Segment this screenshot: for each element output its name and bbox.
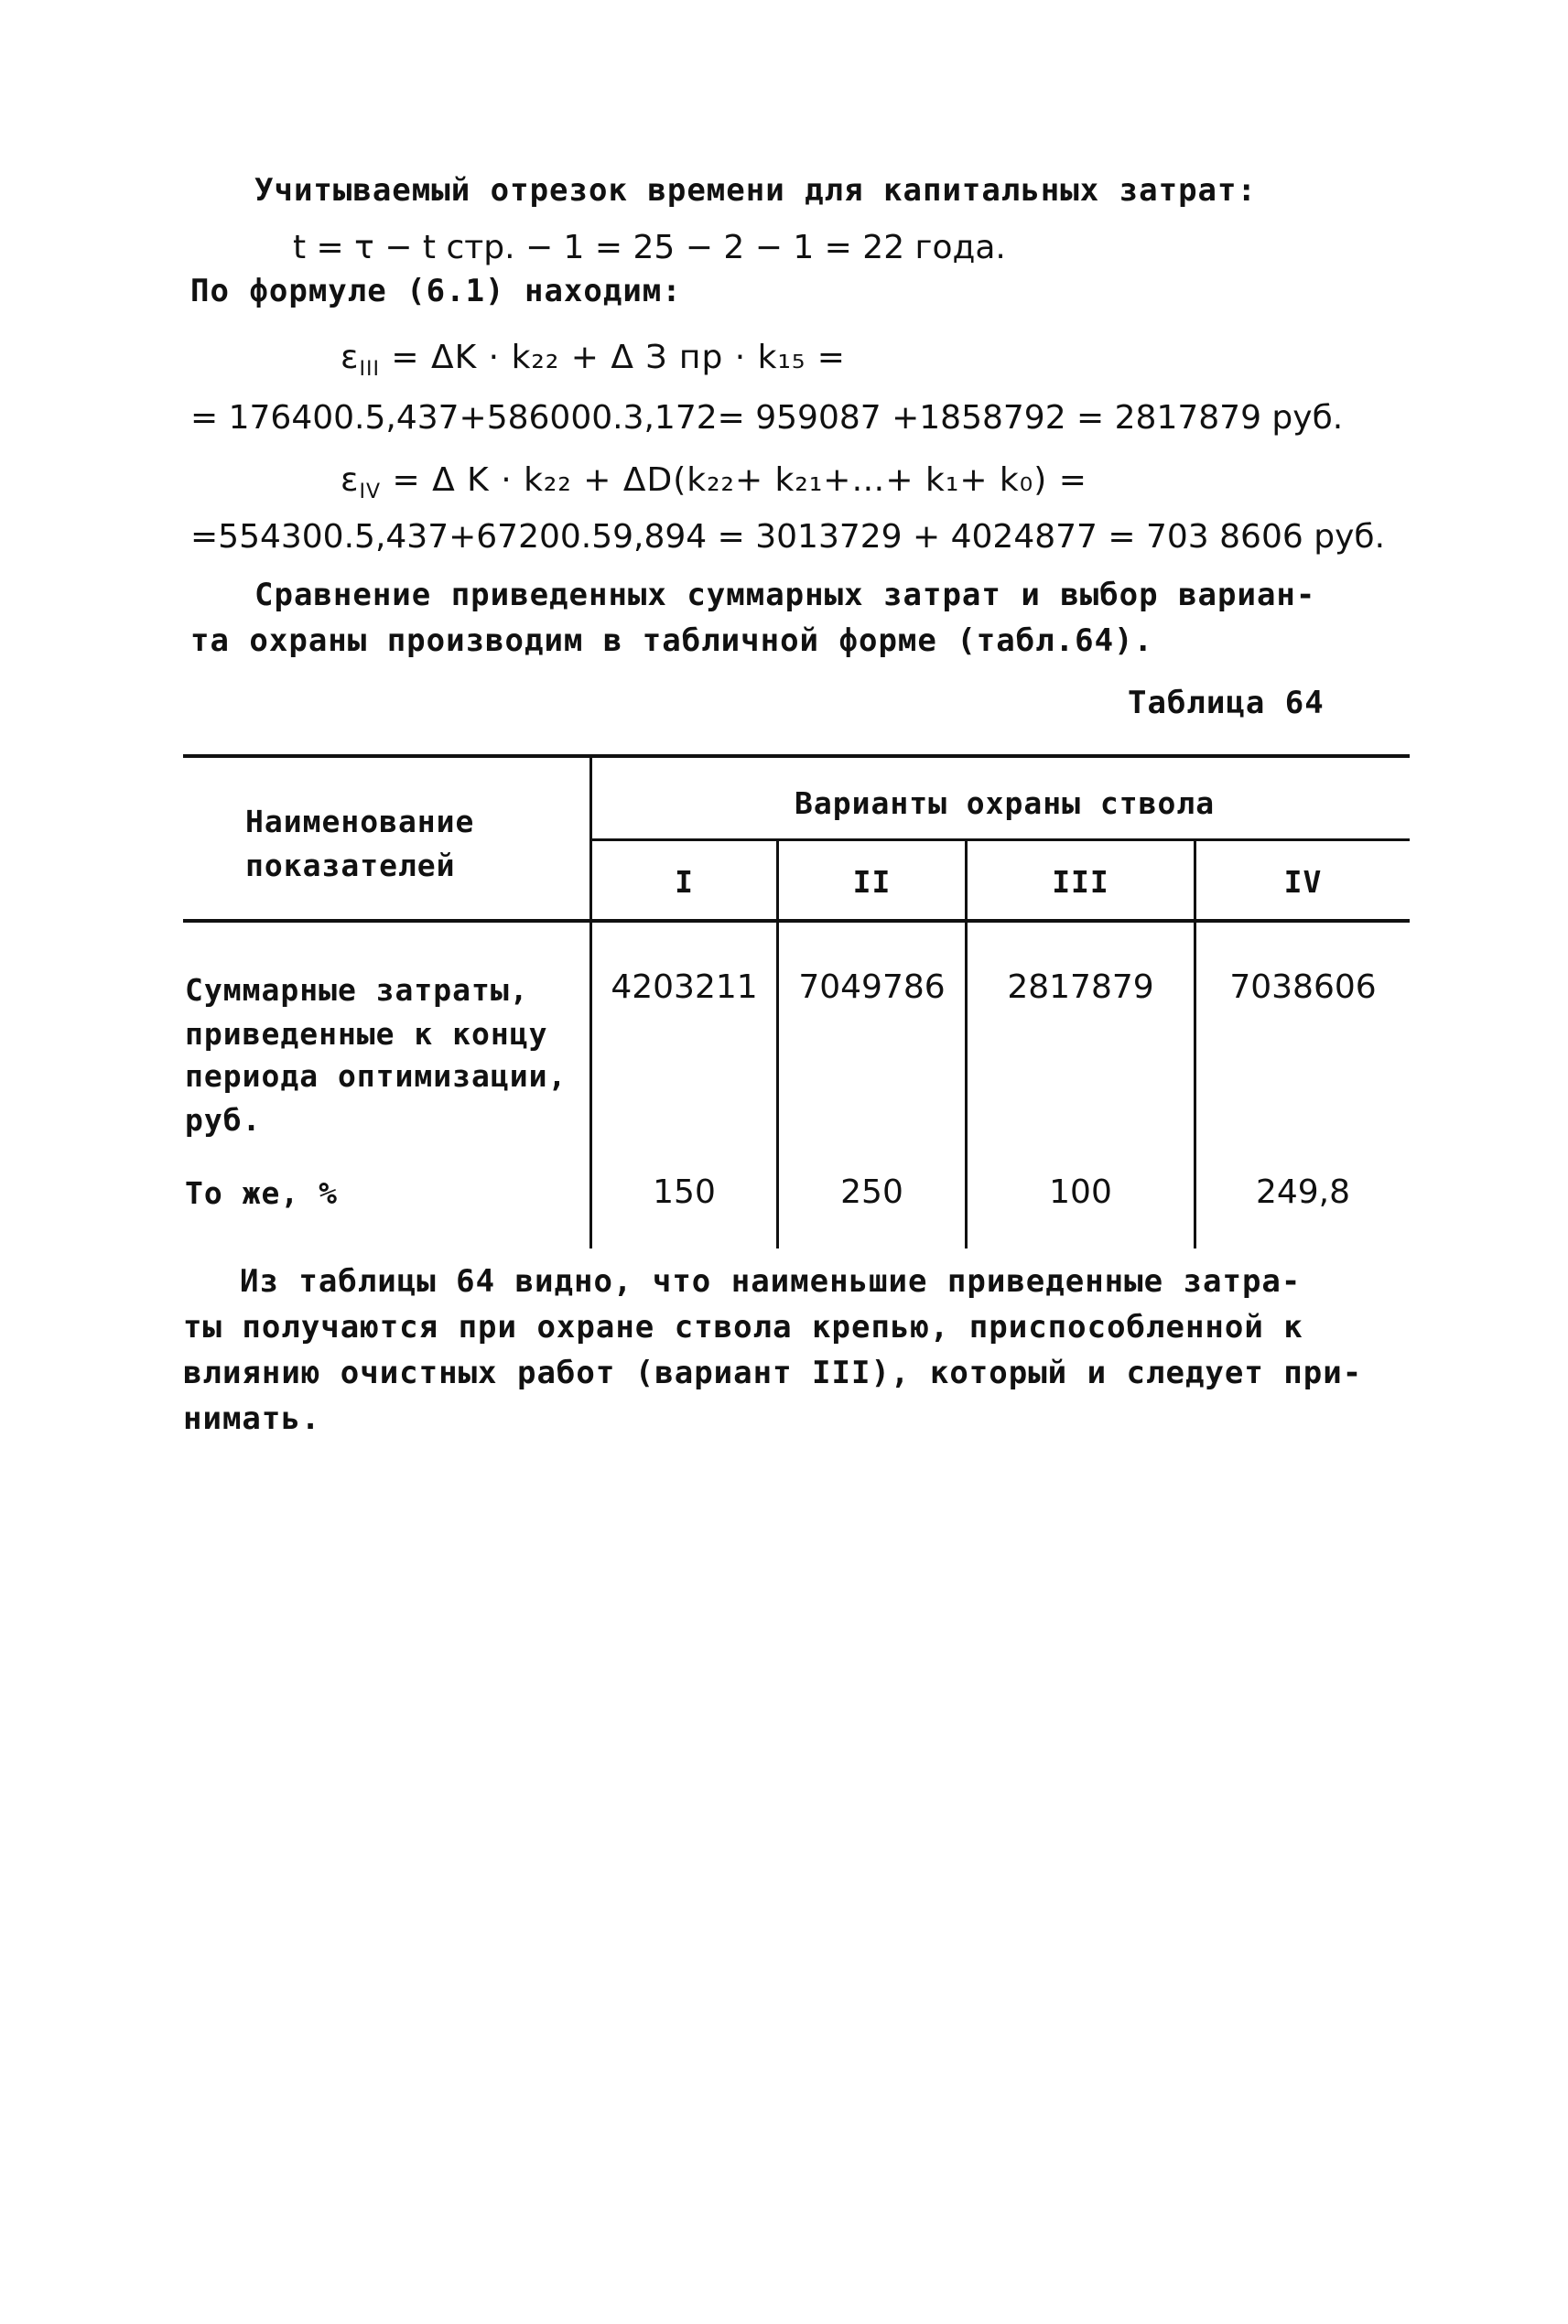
paragraph-1-line-2: та охраны производим в табличной форме (табл.64). bbox=[190, 622, 1154, 659]
formula-e3-calc: = 176400.5,437+586000.3,172= 959087 +1858792 = 2817879 руб. bbox=[190, 399, 1344, 437]
row1-value-1: 4203211 bbox=[611, 968, 758, 1006]
row2-value-3: 100 bbox=[1049, 1173, 1112, 1211]
formula-e4-calc: =554300.5,437+67200.59,894 = 3013729 + 4024877 = 703 8606 руб. bbox=[190, 518, 1386, 556]
closing-line-2: ты получаются при охране ствола крепью, приспособленной к bbox=[183, 1309, 1303, 1346]
formula-e3 bbox=[341, 339, 846, 381]
formula-e3-symbol: ε bbox=[341, 339, 360, 376]
formula-e4-symbol: ε bbox=[341, 461, 360, 499]
closing-line-4: нимать. bbox=[183, 1400, 321, 1437]
table-group-rule bbox=[589, 838, 1410, 841]
formula-time: t = τ − t стр. − 1 = 25 − 2 − 1 = 22 года. bbox=[293, 229, 1006, 266]
header-name-line-1: Наименование bbox=[245, 804, 475, 839]
row1-label-line-2: приведенные к концу bbox=[185, 1016, 548, 1052]
header-variant-2: II bbox=[852, 864, 892, 900]
header-variant-1: I bbox=[675, 864, 694, 900]
paragraph-1-line-1: Сравнение приведенных суммарных затрат и выбор вариан- bbox=[254, 577, 1316, 613]
formula-e4-sub: IV bbox=[359, 481, 382, 504]
table-caption: Таблица 64 bbox=[1128, 685, 1325, 721]
row2-label: То же, % bbox=[185, 1175, 338, 1211]
header-variant-3: III bbox=[1052, 864, 1109, 900]
formula-e3-rest: = ΔK · k₂₂ + Δ З пр · k₁₅ = bbox=[391, 339, 846, 376]
row2-value-2: 250 bbox=[840, 1173, 903, 1211]
header-variant-4: IV bbox=[1283, 864, 1323, 900]
header-variants-group: Варианты охраны ствола bbox=[795, 785, 1216, 821]
row2-value-4: 249,8 bbox=[1255, 1173, 1351, 1211]
row1-label-line-4: руб. bbox=[185, 1102, 262, 1138]
text-line-3: По формуле (6.1) находим: bbox=[190, 273, 682, 309]
row2-value-1: 150 bbox=[653, 1173, 716, 1211]
table-top-rule bbox=[183, 754, 1410, 758]
table-header-rule bbox=[183, 919, 1410, 923]
formula-e4 bbox=[341, 461, 1087, 503]
row1-label-line-1: Суммарные затраты, bbox=[185, 972, 529, 1008]
row1-value-4: 7038606 bbox=[1229, 968, 1377, 1006]
formula-e3-sub: III bbox=[359, 358, 380, 382]
text-line-1: Учитываемый отрезок времени для капитальных затрат: bbox=[254, 172, 1257, 209]
header-name-line-2: показателей bbox=[245, 848, 456, 883]
row1-value-3: 2817879 bbox=[1007, 968, 1154, 1006]
formula-e4-rest: = Δ K · k₂₂ + ΔD(k₂₂+ k₂₁+…+ k₁+ k₀) = bbox=[392, 461, 1087, 499]
row1-label-line-3: периода оптимизации, bbox=[185, 1058, 568, 1094]
row1-value-2: 7049786 bbox=[798, 968, 946, 1006]
closing-line-1: Из таблицы 64 видно, что наименьшие приведенные затра- bbox=[240, 1263, 1302, 1300]
closing-line-3: влиянию очистных работ (вариант III), который и следует при- bbox=[183, 1355, 1363, 1391]
